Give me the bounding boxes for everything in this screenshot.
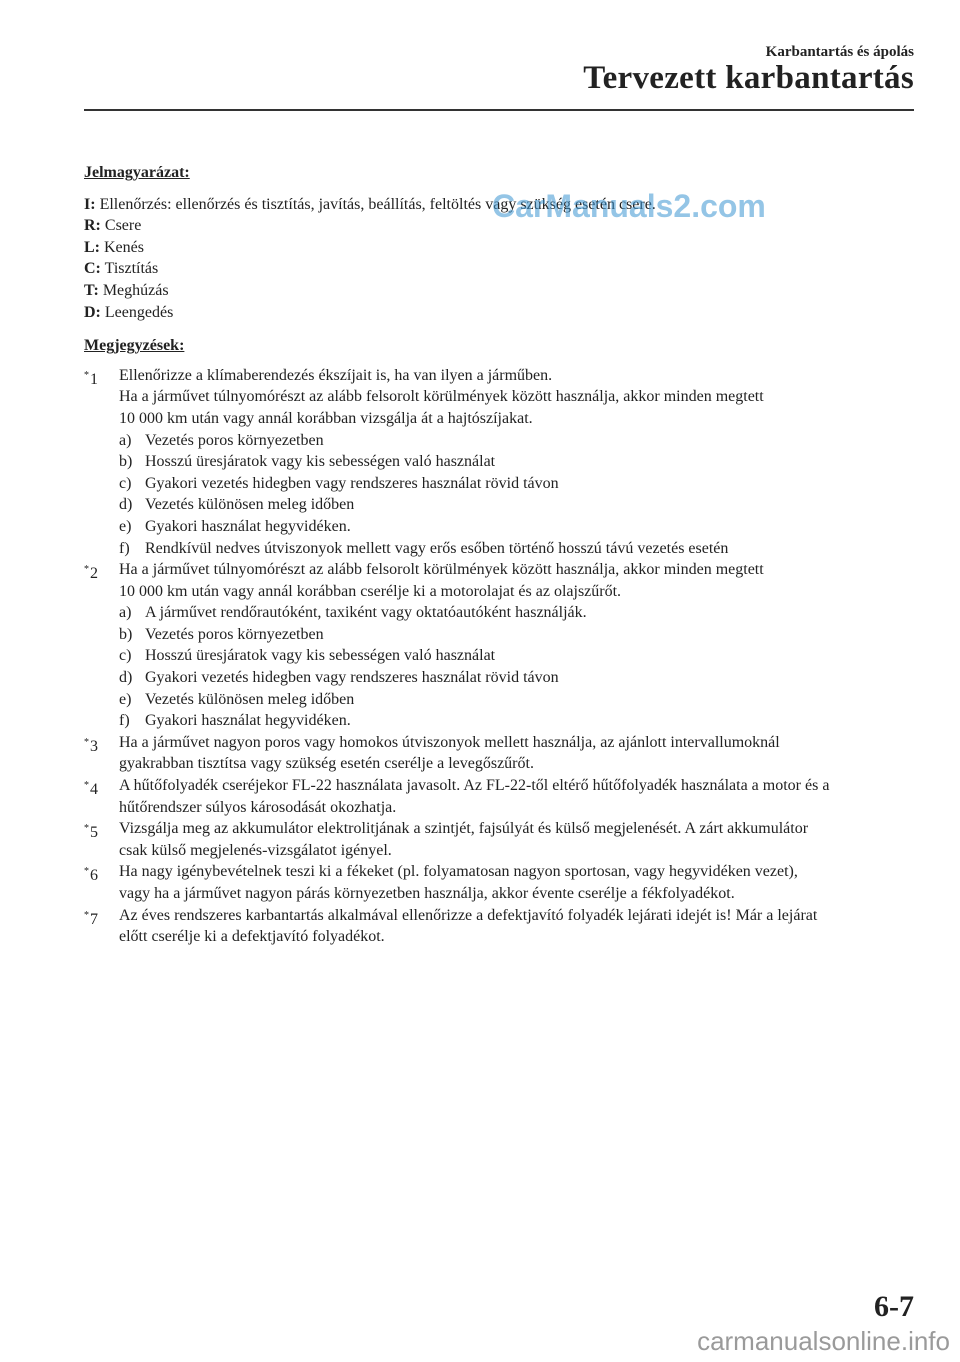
subitem-marker: e) [119,517,132,535]
footnote-star: * [84,369,89,381]
legend-key: L: [84,238,100,256]
footnote-line: csak külső megjelenés-vizsgálatot igényel. [119,841,392,859]
subitem-marker: f) [119,712,130,730]
legend-key: T: [84,281,99,299]
legend-key: R: [84,217,101,235]
footnote-subitem [119,494,920,516]
footnote-line: Ha nagy igénybevételnek teszi ki a fékeket (pl. folyamatosan nagyon sportosan, vagy hegyvidéken vezet), [119,863,798,881]
subitem-text: Vezetés poros környezetben [145,431,324,449]
subitem-text: Vezetés különösen meleg időben [145,496,355,514]
legend-key: C: [84,260,101,278]
subitem-text: Gyakori vezetés hidegben vagy rendszeres használat rövid távon [145,474,559,492]
footnote-number [84,905,98,931]
footnote-subitem [119,451,920,473]
footnote [84,861,920,904]
subitem-text: Gyakori vezetés hidegben vagy rendszeres használat rövid távon [145,669,559,687]
footnote-subitem [119,473,920,495]
legend-item [84,302,920,324]
footnote-number [84,365,98,391]
legend-item [84,237,920,259]
footnote-subitem [119,689,920,711]
footnote-line: 10 000 km után vagy annál korábban cserélje ki a motorolajat és az olajszűrőt. [119,582,622,600]
footnote [84,559,920,732]
content [84,162,920,948]
subitem-text: A járművet rendőrautóként, taxiként vagy oktatóautóként használják. [145,604,587,622]
legend-item [84,280,920,302]
footnote-subitem [119,538,920,560]
subitem-marker: b) [119,625,133,643]
subitem-text: Rendkívül nedves útviszonyok mellett vagy erős esőben történő hosszú távú vezetés esetén [145,539,729,557]
legend-text: Ellenőrzés: ellenőrzés és tisztítás, javítás, beállítás, feltöltés vagy szükség esetén csere. [99,195,656,213]
footnote-number-text: 5 [90,824,98,842]
footnote-line: vagy ha a járművet nagyon párás környezetben használja, akkor évente cserélje a fékfolyadékot. [119,885,735,902]
footnote-number-text: 3 [90,737,98,755]
footnote [84,732,920,775]
subitem-marker: b) [119,453,133,471]
footnote [84,818,920,861]
footnote-number-text: 4 [90,781,98,799]
legend-key: D: [84,303,101,321]
footnote-star: * [84,866,89,878]
subitem-marker: c) [119,647,132,665]
page-number: 6-7 [874,1290,914,1323]
notes-heading: Megjegyzések: [84,337,185,355]
footnote-line: Az éves rendszeres karbantartás alkalmával ellenőrizze a defektjavító folyadék lejárati idejét is! Már a lejárat [119,906,818,924]
subitem-text: Hosszú üresjáratok vagy kis sebességen való használat [145,647,496,665]
subitem-text: Hosszú üresjáratok vagy kis sebességen való használat [145,453,496,471]
subitem-text: Gyakori használat hegyvidéken. [145,712,351,730]
subitem-text: Gyakori használat hegyvidéken. [145,517,351,535]
legend-text: Kenés [104,238,144,256]
footnote-number-text: 7 [90,910,98,928]
footnote-subitem [119,602,920,624]
footnote-line: Ellenőrizze a klímaberendezés ékszíjait is, ha van ilyen a járműben. [119,366,553,384]
footnote-subitem [119,645,920,667]
watermark: CarManuals2.com [492,188,766,224]
footnote-number [84,775,98,801]
footnote-subitem [119,667,920,689]
subitem-marker: f) [119,539,130,557]
footnote-line: A hűtőfolyadék cseréjekor FL-22 használata javasolt. Az FL-22-től eltérő hűtőfolyadék használata a motor és a [119,777,830,795]
legend-item [84,258,920,280]
legend-text: Leengedés [104,303,174,321]
legend-text: Csere [104,217,142,235]
legend-text: Tisztítás [104,260,159,278]
footnote-number-text: 2 [90,565,98,583]
footnote-line: Vizsgálja meg az akkumulátor elektrolitjának a szintjét, fajsúlyát és külső megjelenését. A zárt akkumulátor [119,820,809,838]
footnote-number [84,559,98,585]
page-title: Tervezett karbantartás [583,60,914,96]
footnote-line: hűtőrendszer súlyos károsodását okozhatja. [119,798,397,816]
subitem-marker: e) [119,690,132,708]
footnote-star: * [84,736,89,748]
footnote-line: Ha a járművet túlnyomórészt az alább felsorolt körülmények között használja, akkor minden megtett [119,561,764,579]
footnote-subitem [119,710,920,732]
footnote-subitem [119,624,920,646]
footnote-line: 10 000 km után vagy annál korábban vizsgálja át a hajtószíjakat. [119,409,533,427]
subitem-marker: d) [119,496,133,514]
footnote-star: * [84,823,89,835]
footnote-subitem [119,516,920,538]
footnote-line: Ha a járművet nagyon poros vagy homokos útviszonyok mellett használja, az ajánlott intervallumoknál [119,733,780,751]
footnote-line: gyakrabban tisztítsa vagy szükség esetén cserélje a levegőszűrőt. [119,755,534,773]
subitem-marker: a) [119,604,132,622]
subitem-marker: d) [119,669,133,687]
footnote [84,775,920,818]
subitem-marker: c) [119,474,132,492]
legend-text: Meghúzás [102,281,169,299]
header-rule [84,109,914,111]
footnote-star: * [84,780,89,792]
footnote [84,365,920,559]
footnote-star: * [84,564,89,576]
subitem-text: Vezetés különösen meleg időben [145,690,355,708]
footnote-number [84,861,98,887]
footnote-number-text: 6 [90,867,98,885]
footnote-number-text: 1 [90,370,98,388]
subitem-text: Vezetés poros környezetben [145,625,324,643]
footnote-line: előtt cserélje ki a defektjavító folyadékot. [119,928,385,946]
legend-heading: Jelmagyarázat: [84,164,190,181]
footnote-number [84,818,98,844]
footnote-line: Ha a járművet túlnyomórészt az alább felsorolt körülmények között használja, akkor minden megtett [119,388,764,406]
footnote [84,905,920,948]
legend-key: I: [84,195,96,213]
footer-watermark: carmanualsonline.info [697,1326,950,1356]
notes-list [84,365,920,948]
footnote-star: * [84,909,89,921]
subitem-marker: a) [119,431,132,449]
footnote-subitem [119,430,920,452]
footnote-number [84,732,98,758]
header-section-label: Karbantartás és ápolás [765,44,914,60]
